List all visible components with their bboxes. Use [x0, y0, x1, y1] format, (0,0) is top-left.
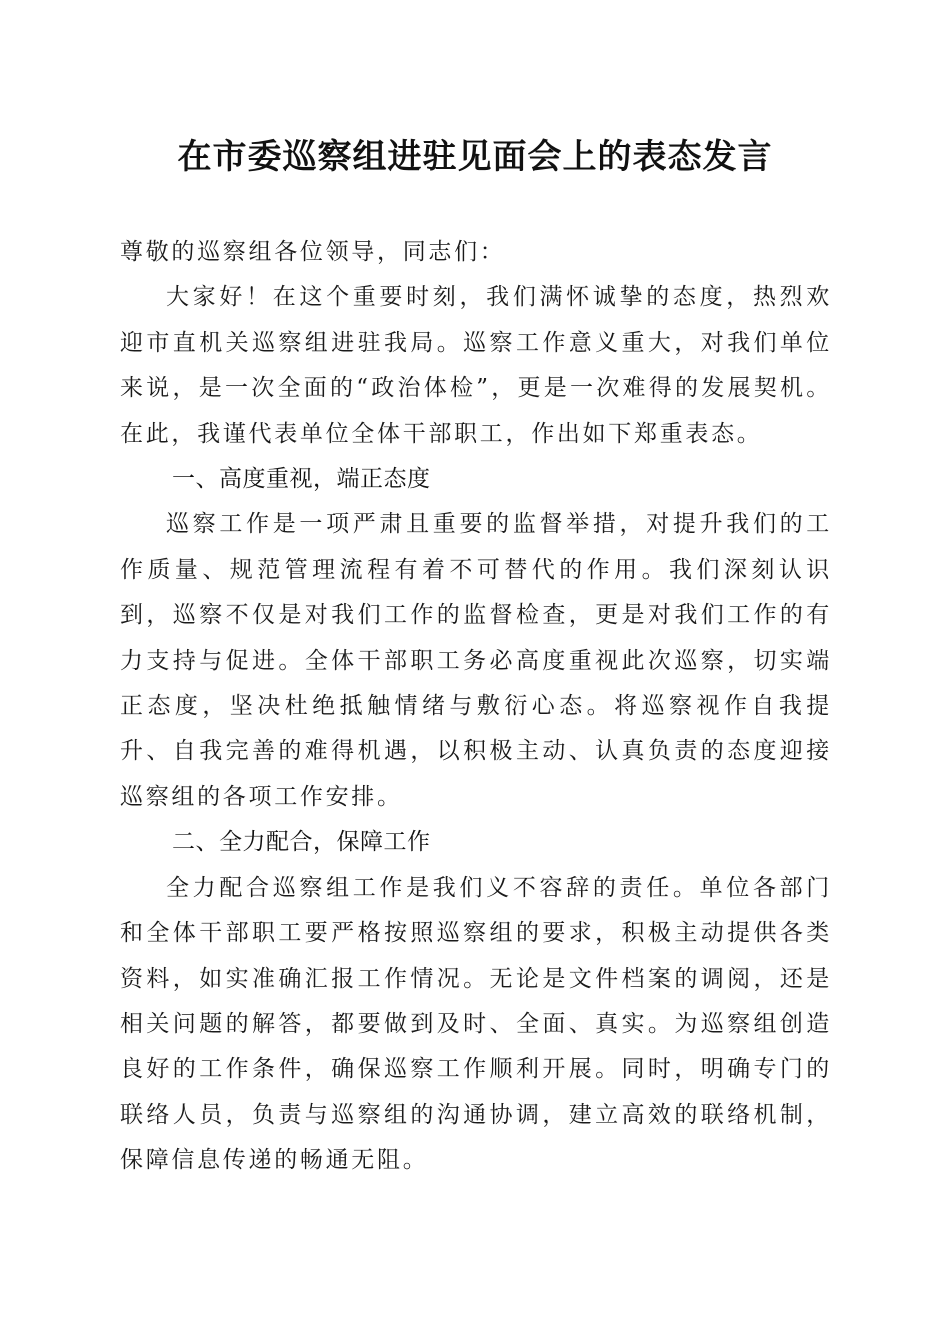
document-title: 在市委巡察组进驻见面会上的表态发言 [177, 137, 773, 177]
section-paragraph-2: 全力配合巡察组工作是我们义不容辞的责任。单位各部门和全体干部职工要严格按照巡察组的要求，积极主动提供各类资料，如实准确汇报工作情况。无论是文件档案的调阅，还是相关问题的解答，都要做到及时、全面、真实。为巡察组创造良好的工作条件，确保巡察工作顺利开展。同时，明确专门的联络人员，负责与巡察组的沟通协调，建立高效的联络机制，保障信息传递的畅通无阻。 [120, 874, 832, 1174]
document-body [120, 230, 832, 1184]
section-heading-1: 一、高度重视，端正态度 [172, 466, 431, 493]
section-heading-2: 二、全力配合，保障工作 [172, 829, 431, 856]
section-paragraph-1: 巡察工作是一项严肃且重要的监督举措，对提升我们的工作质量、规范管理流程有着不可替代的作用。我们深刻认识到，巡察不仅是对我们工作的监督检查，更是对我们工作的有力支持与促进。全体干部职工务必高度重视此次巡察，切实端正态度，坚决杜绝抵触情绪与敷衍心态。将巡察视作自我提升、自我完善的难得机遇，以积极主动、认真负责的态度迎接巡察组的各项工作安排。 [120, 511, 832, 810]
intro-paragraph: 大家好！在这个重要时刻，我们满怀诚挚的态度，热烈欢迎市直机关巡察组进驻我局。巡察工作意义重大，对我们单位来说，是一次全面的“政治体检”，更是一次难得的发展契机。在此，我谨代表单位全体干部职工，作出如下郑重表态。 [120, 284, 832, 447]
salutation: 尊敬的巡察组各位领导，同志们： [120, 239, 506, 265]
